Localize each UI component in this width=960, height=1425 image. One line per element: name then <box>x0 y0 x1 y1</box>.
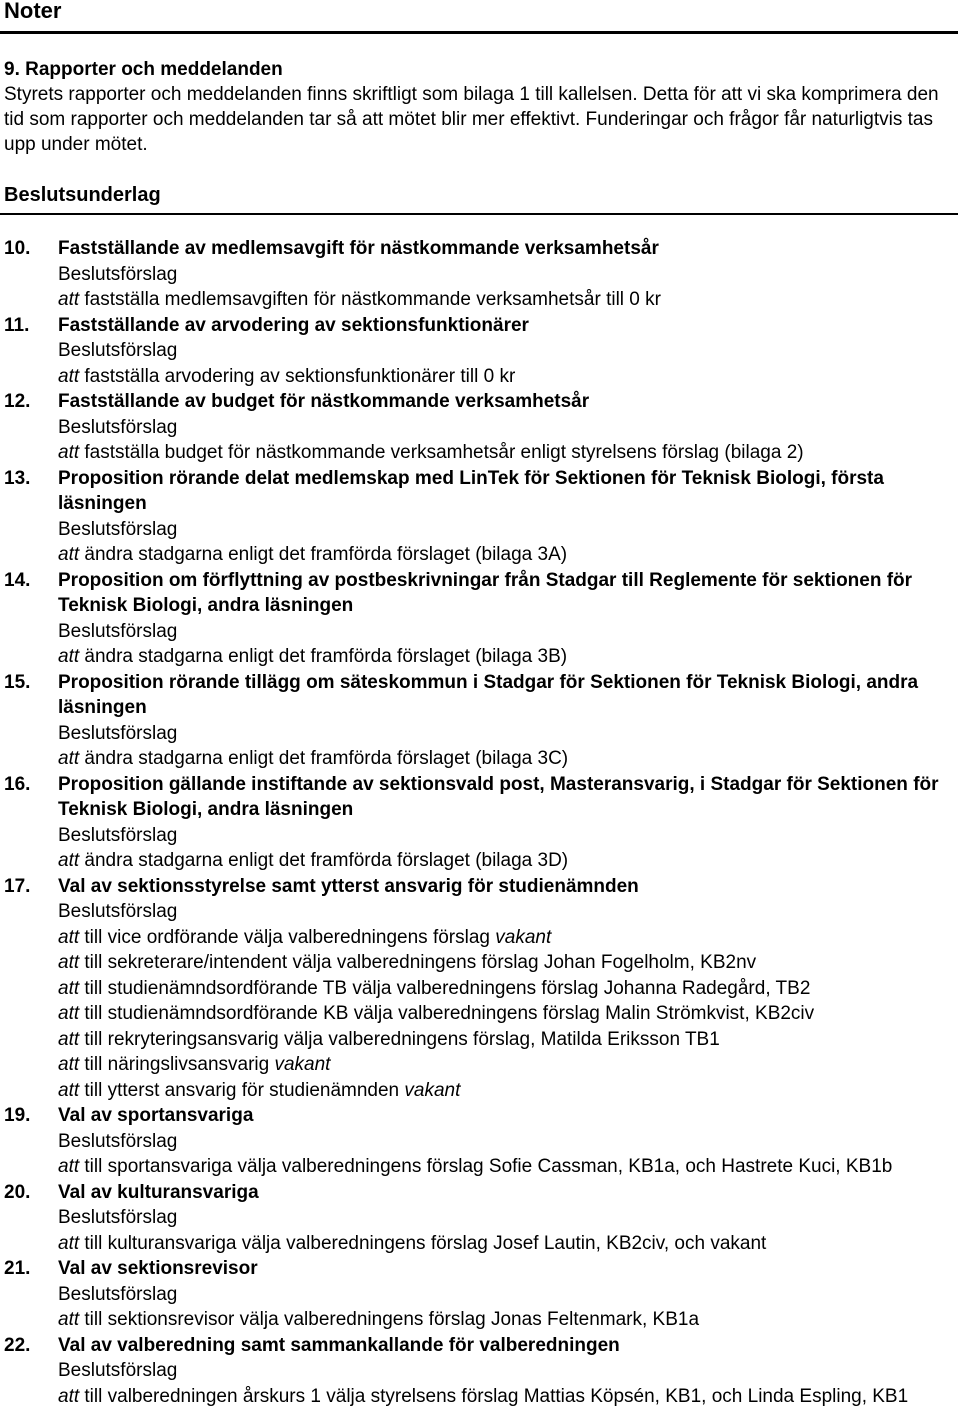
proposal-line <box>58 440 956 466</box>
agenda-item-title: Fastställande av medlemsavgift för nästkommande verksamhetsår <box>58 238 659 259</box>
proposal-line <box>58 1001 956 1027</box>
agenda-item-body <box>58 313 956 390</box>
proposal-lead-word: att <box>58 1156 80 1177</box>
proposal-text: ändra stadgarna enligt det framförda förslaget (bilaga 3C) <box>79 748 569 769</box>
proposal-lead-word: att <box>58 926 80 948</box>
proposal-lead-word: att <box>58 748 80 769</box>
proposal-lead-word: att <box>58 365 80 387</box>
proposal-lead-word: att <box>58 952 80 973</box>
proposal-label: Beslutsförslag <box>58 263 178 285</box>
proposal-text: till ytterst ansvarig för studienämnden <box>79 1079 405 1101</box>
proposal-line <box>58 1052 956 1078</box>
proposal-line <box>58 950 956 976</box>
proposal-label: Beslutsförslag <box>58 722 178 744</box>
proposal-label: Beslutsförslag <box>58 1130 178 1152</box>
agenda-item-title: Proposition rörande delat medlemskap med LinTek för Sektionen för Teknisk Biologi, första läsningen <box>58 467 884 514</box>
agenda-items <box>0 236 960 1409</box>
proposal-text: fastställa budget för nästkommande verksamhetsår enligt styrelsens förslag (bilaga 2) <box>79 442 804 463</box>
agenda-item-body <box>58 670 956 772</box>
proposal-text: till rekryteringsansvarig välja valberedningens förslag, Matilda Eriksson TB1 <box>79 1028 720 1050</box>
agenda-item-body <box>58 568 956 670</box>
proposal-lead-word: att <box>58 977 80 999</box>
proposal-text: till näringslivsansvarig <box>79 1054 275 1075</box>
agenda-item-title: Val av sportansvariga <box>58 1105 254 1126</box>
agenda-item-title: Proposition gällande instiftande av sektionsvald post, Masteransvarig, i Stadgar för Sektionen för Teknisk Biologi, andra läsningen <box>58 773 939 820</box>
agenda-item-number: 22. <box>4 1334 31 1356</box>
proposal-text: till studienämndsordförande TB välja valberedningens förslag Johanna Radegård, TB2 <box>79 977 811 999</box>
proposal-lead-word: att <box>58 1232 80 1254</box>
agenda-item <box>0 1256 960 1333</box>
proposal-vacant: vakant <box>274 1054 331 1075</box>
agenda-item-title: Proposition rörande tillägg om säteskommun i Stadgar för Sektionen för Teknisk Biologi, andra läsningen <box>58 671 919 718</box>
beslutsunderlag-rule <box>0 213 958 215</box>
proposal-label: Beslutsförslag <box>58 824 178 846</box>
agenda-item <box>0 466 960 568</box>
proposal-lead-word: att <box>58 544 80 565</box>
proposal-label: Beslutsförslag <box>58 620 178 642</box>
agenda-item-body <box>58 1333 956 1410</box>
proposal-lead-word: att <box>58 1309 80 1330</box>
agenda-item-title: Fastställande av arvodering av sektionsfunktionärer <box>58 314 529 336</box>
agenda-item-body <box>58 389 956 466</box>
proposal-line <box>58 364 956 390</box>
page-title: Noter <box>4 0 62 23</box>
agenda-item-title: Proposition om förflyttning av postbeskrivningar från Stadgar till Reglemente för sektionen för Teknisk Biologi, andra läsningen <box>58 569 913 616</box>
proposal-text: till kulturansvariga välja valberedningens förslag Josef Lautin, KB2civ, och vakant <box>79 1232 767 1254</box>
proposal-text: ändra stadgarna enligt det framförda förslaget (bilaga 3B) <box>79 646 568 667</box>
agenda-item <box>0 313 960 390</box>
agenda-item-body <box>58 1180 956 1257</box>
agenda-item <box>0 874 960 1104</box>
section-reports-text: Styrets rapporter och meddelanden finns skriftligt som bilaga 1 till kallelsen. Detta för att vi ska komprimera den tid som rapporter och meddelanden tar så att mötet blir mer effektivt. Funderingar och frågor får naturligtvis tas upp under mötet. <box>4 84 939 155</box>
proposal-lead-word: att <box>58 1079 80 1101</box>
agenda-item-number: 11. <box>4 314 30 336</box>
agenda-item <box>0 670 960 772</box>
proposal-line <box>58 976 956 1002</box>
agenda-item-body <box>58 1256 956 1333</box>
agenda-item-number: 10. <box>4 238 31 259</box>
proposal-line <box>58 746 956 772</box>
proposal-line <box>58 1154 956 1180</box>
proposal-line <box>58 1384 956 1410</box>
proposal-lead-word: att <box>58 1003 80 1024</box>
agenda-item <box>0 772 960 874</box>
agenda-item-number: 15. <box>4 671 31 693</box>
agenda-item <box>0 1103 960 1180</box>
proposal-line <box>58 287 956 313</box>
agenda-item-number: 16. <box>4 773 31 795</box>
proposal-text: ändra stadgarna enligt det framförda förslaget (bilaga 3A) <box>79 544 568 565</box>
proposal-text: till vice ordförande välja valberedningens förslag <box>79 926 496 948</box>
agenda-item-number: 12. <box>4 391 31 412</box>
proposal-label: Beslutsförslag <box>58 416 178 438</box>
proposal-line <box>58 542 956 568</box>
agenda-item-body <box>58 236 956 313</box>
agenda-item-title: Val av sektionsrevisor <box>58 1258 258 1279</box>
section-heading-reports: 9. Rapporter och meddelanden <box>4 59 283 80</box>
beslutsunderlag-heading: Beslutsunderlag <box>4 184 161 206</box>
agenda-item-number: 21. <box>4 1258 31 1279</box>
agenda-item-title: Fastställande av budget för nästkommande verksamhetsår <box>58 391 590 412</box>
agenda-item-body <box>58 772 956 874</box>
agenda-item-number: 14. <box>4 569 31 591</box>
agenda-item-body <box>58 466 956 568</box>
proposal-lead-word: att <box>58 1385 80 1407</box>
proposal-lead-word: att <box>58 289 80 310</box>
proposal-line <box>58 1307 956 1333</box>
agenda-item <box>0 568 960 670</box>
proposal-text: till sektionsrevisor välja valberedningens förslag Jonas Feltenmark, KB1a <box>79 1309 700 1330</box>
proposal-text: till sportansvariga välja valberedningens förslag Sofie Cassman, KB1a, och Hastrete Kuci, KB1b <box>79 1156 893 1177</box>
agenda-item <box>0 236 960 313</box>
agenda-item-title: Val av kulturansvariga <box>58 1181 259 1203</box>
proposal-lead-word: att <box>58 1028 80 1050</box>
proposal-line <box>58 925 956 951</box>
proposal-line <box>58 1231 956 1257</box>
proposal-text: fastställa arvodering av sektionsfunktionärer till 0 kr <box>79 365 516 387</box>
agenda-item-title: Val av sektionsstyrelse samt ytterst ansvarig för studienämnden <box>58 875 639 897</box>
agenda-item <box>0 1333 960 1410</box>
proposal-lead-word: att <box>58 646 80 667</box>
proposal-text: fastställa medlemsavgiften för nästkommande verksamhetsår till 0 kr <box>79 289 661 310</box>
agenda-item-number: 13. <box>4 467 31 489</box>
proposal-label: Beslutsförslag <box>58 1283 178 1305</box>
proposal-lead-word: att <box>58 850 80 871</box>
proposal-line <box>58 1027 956 1053</box>
proposal-label: Beslutsförslag <box>58 1207 178 1228</box>
proposal-text: till sekreterare/intendent välja valberedningens förslag Johan Fogelholm, KB2nv <box>79 952 757 973</box>
proposal-label: Beslutsförslag <box>58 518 178 540</box>
agenda-item-body <box>58 874 956 1104</box>
agenda-item <box>0 1180 960 1257</box>
proposal-line <box>58 644 956 670</box>
proposal-lead-word: att <box>58 442 80 463</box>
proposal-label: Beslutsförslag <box>58 340 178 361</box>
proposal-text: till studienämndsordförande KB välja valberedningens förslag Malin Strömkvist, KB2civ <box>79 1003 815 1024</box>
proposal-text: ändra stadgarna enligt det framförda förslaget (bilaga 3D) <box>79 850 569 871</box>
agenda-item-body <box>58 1103 956 1180</box>
header-rule <box>0 31 958 34</box>
proposal-label: Beslutsförslag <box>58 1360 178 1381</box>
proposal-label: Beslutsförslag <box>58 901 178 922</box>
proposal-text: till valberedningen årskurs 1 välja styrelsens förslag Mattias Köpsén, KB1, och Linda Espling, KB1 <box>79 1385 909 1407</box>
proposal-line <box>58 848 956 874</box>
agenda-item-number: 20. <box>4 1181 31 1203</box>
agenda-item-title: Val av valberedning samt sammankallande för valberedningen <box>58 1334 620 1356</box>
proposal-vacant: vakant <box>495 926 552 948</box>
proposal-line <box>58 1078 956 1104</box>
agenda-item-number: 19. <box>4 1105 31 1126</box>
proposal-vacant: vakant <box>404 1079 461 1101</box>
proposal-lead-word: att <box>58 1054 80 1075</box>
agenda-item-number: 17. <box>4 875 31 897</box>
agenda-item <box>0 389 960 466</box>
